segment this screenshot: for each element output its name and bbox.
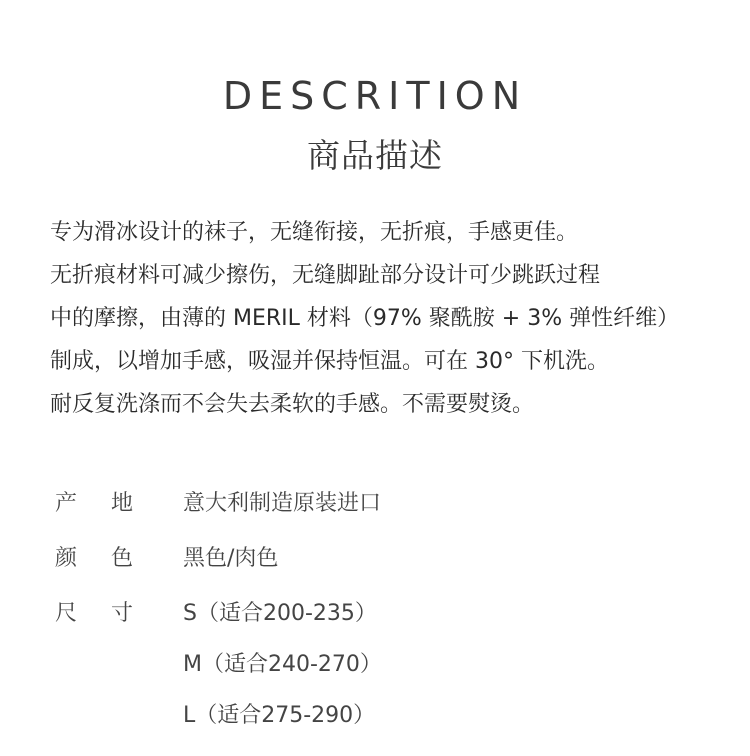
spec-value-size-l: L（适合275-290） (183, 703, 376, 728)
spec-value-size-m: M（适合240-270） (183, 652, 382, 677)
title-chinese: 商品描述 (307, 136, 443, 175)
spec-value-size-s: S（适合200-235） (183, 601, 377, 626)
title-english: DESCRITION (222, 74, 528, 118)
description-line: 耐反复洗涤而不会失去柔软的手感。不需要熨烫。 (50, 392, 535, 417)
spec-label-color: 颜色 (55, 546, 168, 571)
description-line: 中的摩擦，由薄的 MERIL 材料（97% 聚酰胺 + 3% 弹性纤维） (50, 306, 680, 331)
spec-value-origin: 意大利制造原装进口 (183, 491, 382, 516)
description-line: 专为滑冰设计的袜子，无缝衔接，无折痕，手感更佳。 (50, 220, 579, 245)
spec-label-origin: 产地 (55, 491, 168, 516)
spec-label-size: 尺寸 (55, 601, 168, 626)
description-block (50, 211, 740, 426)
description-line: 无折痕材料可减少擦伤，无缝脚趾部分设计可少跳跃过程 (50, 263, 601, 288)
spec-value-color: 黑色/肉色 (183, 546, 279, 571)
description-line: 制成，以增加手感，吸湿并保持恒温。可在 30° 下机洗。 (50, 349, 609, 374)
